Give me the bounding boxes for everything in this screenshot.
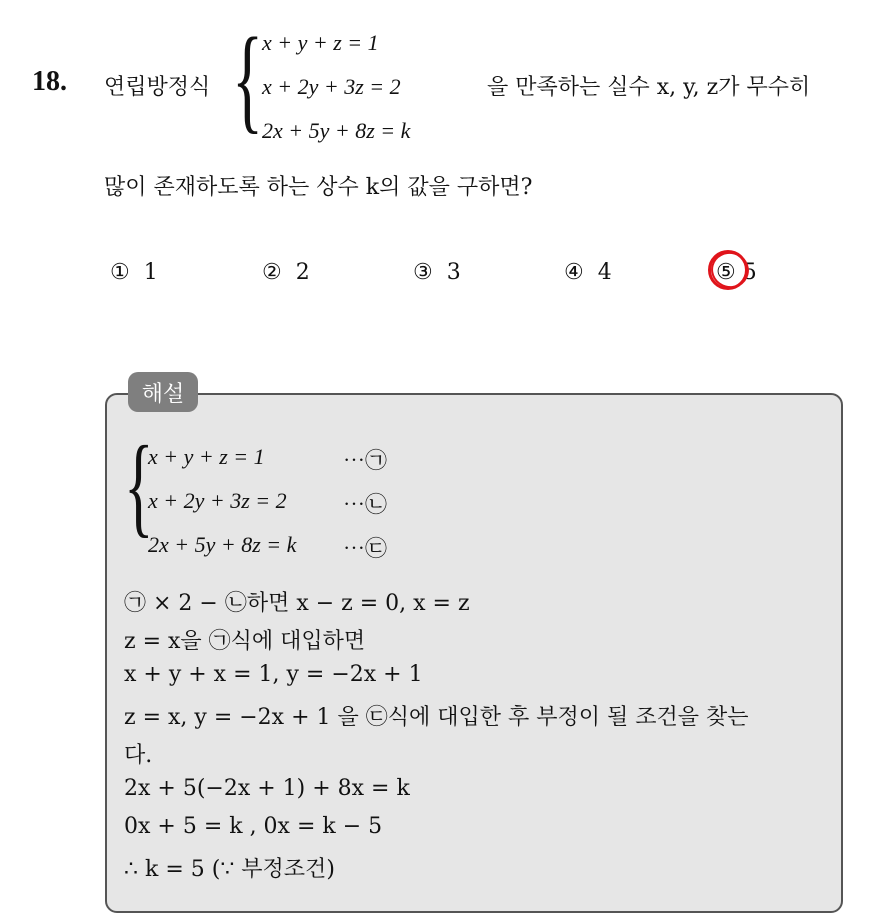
solution-equation-1: x + y + z = 1 [148, 444, 265, 469]
solution-line-4: z = x, y = −2x + 1 을 ㉢식에 대입한 후 부정이 될 조건을 찾는 [124, 705, 749, 730]
solution-label-2: ⋯㉡ [343, 493, 388, 518]
solution-label-3: ⋯㉢ [343, 537, 388, 562]
solution-equation-2: x + 2y + 3z = 2 [148, 488, 287, 513]
system-equation-3: 2x + 5y + 8z = k [262, 118, 411, 143]
choice-3-value: 3 [446, 260, 461, 285]
choice-4[interactable] [564, 260, 612, 285]
choice-5-mark: ⑤ [716, 260, 736, 285]
choice-2[interactable] [262, 260, 310, 285]
solution-line-7: 0x + 5 = k , 0x = k − 5 [124, 814, 383, 839]
question-line-2: 많이 존재하도록 하는 상수 k의 값을 구하면? [104, 175, 533, 200]
solution-label-1: ⋯㉠ [343, 449, 388, 474]
choice-3-mark: ③ [413, 260, 433, 285]
solution-line-8: ∴ k = 5 (∵ 부정조건) [124, 857, 335, 882]
choice-2-mark: ② [262, 260, 282, 285]
system-brace: { [232, 13, 264, 144]
choice-3[interactable] [413, 260, 461, 285]
choice-2-value: 2 [295, 260, 310, 285]
system-equation-2: x + 2y + 3z = 2 [262, 74, 401, 99]
solution-line-5: 다. [124, 743, 153, 768]
solution-equation-3: 2x + 5y + 8z = k [148, 532, 297, 557]
question-intro: 연립방정식 [104, 75, 211, 100]
choice-1-mark: ① [110, 260, 130, 285]
solution-tag: 해설 [128, 372, 198, 412]
solution-line-6: 2x + 5(−2x + 1) + 8x = k [124, 776, 410, 801]
solution-line-1: ㉠ × 2 − ㉡하면 x − z = 0, x = z [124, 591, 470, 616]
solution-line-2: z = x을 ㉠식에 대입하면 [124, 629, 366, 654]
choice-1[interactable] [110, 260, 158, 285]
choice-4-mark: ④ [564, 260, 584, 285]
question-condition: 을 만족하는 실수 x, y, z가 무수히 [487, 75, 811, 100]
choice-1-value: 1 [143, 260, 158, 285]
system-equation-1: x + y + z = 1 [262, 30, 379, 55]
choice-4-value: 4 [597, 260, 612, 285]
solution-line-3: x + y + x = 1, y = −2x + 1 [124, 662, 423, 687]
solution-brace: { [124, 424, 154, 548]
question-number: 18. [32, 66, 67, 97]
choice-5-value: 5 [742, 260, 757, 285]
